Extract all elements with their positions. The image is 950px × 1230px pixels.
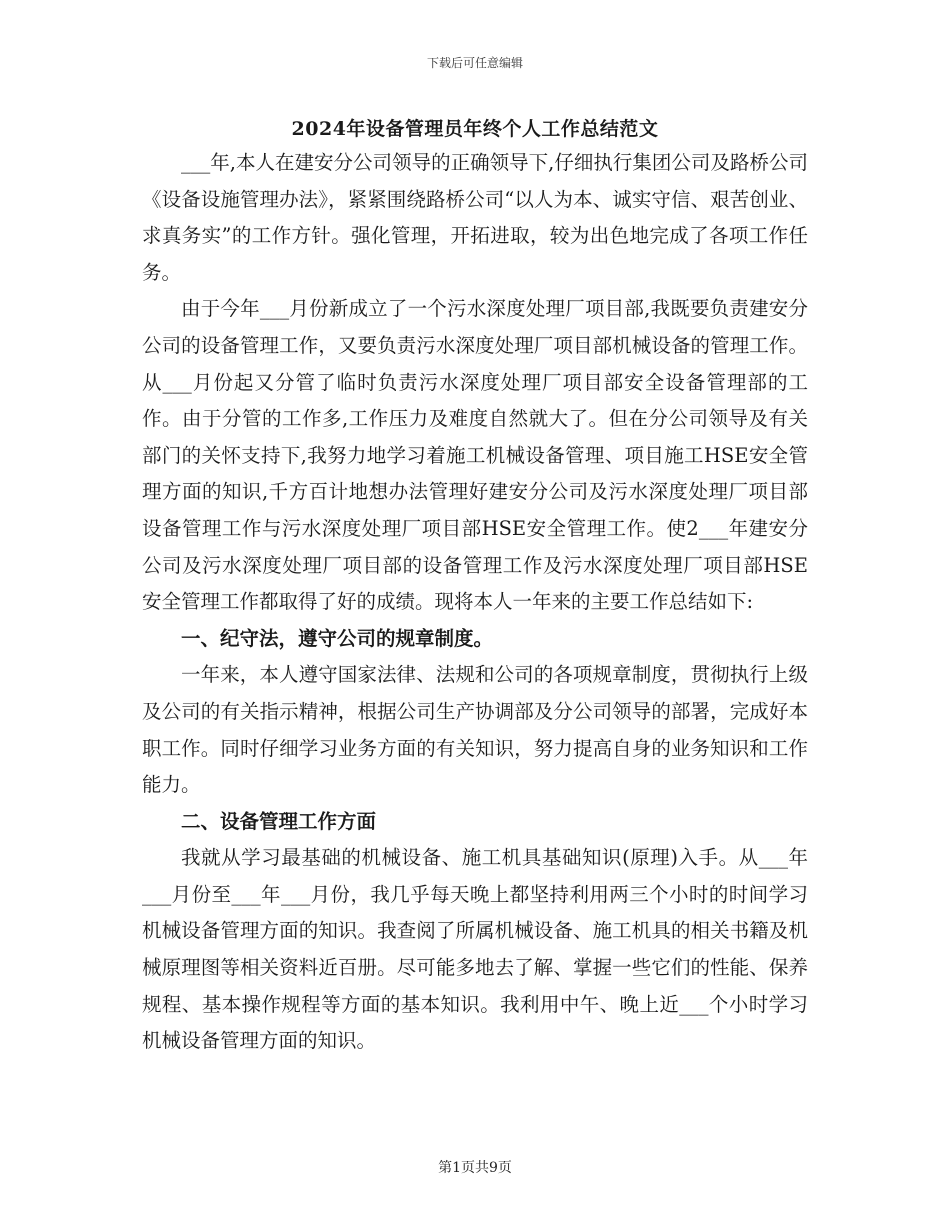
page-number: 第1页共9页 <box>438 1160 512 1176</box>
document-title: 2024年设备管理员年终个人工作总结范文 <box>291 118 659 140</box>
header-note: 下载后可任意编辑 <box>426 56 523 70</box>
section-heading-1: 一、纪守法，遵守公司的规章制度。 <box>181 626 494 650</box>
paragraph-section-1: 一年来，本人遵守国家法律、法规和公司的各项规章制度，贯彻执行上级及公司的有关指示精神，根据公司生产协调部及分公司领导的部署，完成好本职工作。同时仔细学习业务方面的有关知识，努力提高自身的业务知识和工作能力。 <box>142 663 808 797</box>
section-heading-2: 二、设备管理工作方面 <box>181 809 377 833</box>
paragraph-intro: ___年,本人在建安分公司领导的正确领导下,仔细执行集团公司及路桥公司《设备设施管理办法》，紧紧围绕路桥公司“以人为本、诚实守信、艰苦创业、求真务实”的工作方针。强化管理，开拓进取，较为出色地完成了各项工作任务。 <box>142 151 808 284</box>
paragraph-section-2: 我就从学习最基础的机械设备、施工机具基础知识(原理)入手。从___年___月份至___年___月份，我几乎每天晚上都坚持利用两三个小时的时间学习机械设备管理方面的知识。我查阅了所属机械设备、施工机具的相关书籍及机械原理图等相关资料近百册。尽可能多地去了解、掌握一些它们的性能、保养规程、基本操作规程等方面的基本知识。我利用中午、晚上近___个小时学习机械设备管理方面的知识。 <box>142 846 808 1053</box>
paragraph-background: 由于今年___月份新成立了一个污水深度处理厂项目部,我既要负责建安分公司的设备管理工作，又要负责污水深度处理厂项目部机械设备的管理工作。从___月份起又分管了临时负责污水深度处理厂项目部安全设备管理部的工作。由于分管的工作多,工作压力及难度自然就大了。但在分公司领导及有关部门的关怀支持下,我努力地学习着施工机械设备管理、项目施工HSE安全管理方面的知识,千方百计地想办法管理好建安分公司及污水深度处理厂项目部设备管理工作与污水深度处理厂项目部HSE安全管理工作。使2___年建安分公司及污水深度处理厂项目部的设备管理工作及污水深度处理厂项目部HSE安全管理工作都取得了好的成绩。现将本人一年来的主要工作总结如下: <box>142 297 808 614</box>
document-body <box>142 145 808 1060</box>
